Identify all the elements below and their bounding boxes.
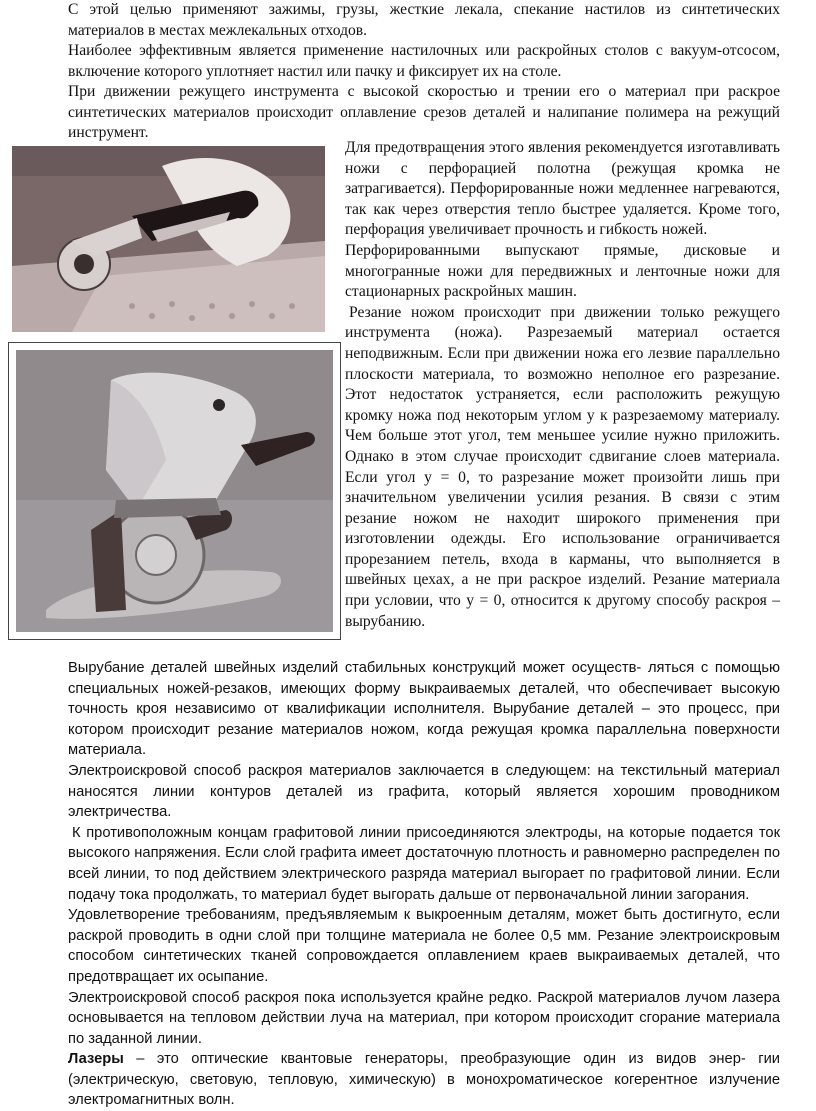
photo-electric-cutter — [16, 350, 333, 632]
paragraph-melting: При движении режущего инструмента с высокой скоростью и трении его о материал при раскрое синтетических материалов происходит оплавление срезов деталей и налипание полимера на режущий инструмент. — [68, 83, 780, 141]
bottom-text-block — [68, 658, 780, 1111]
term-lasers: Лазеры — [68, 1051, 124, 1068]
top-text-block — [68, 0, 780, 144]
paragraph-perforated-knives: Для предотвращения этого явления рекомендуется изготавливать ножи с перфорацией полотна (режущая кромка не затрагивается). Перфорированные ножи медленнее нагреваются, так как через отверстия тепло быстрее удаляется. Кроме того, перфорация увеличивает прочность и гибкость ножей. — [345, 139, 780, 239]
paragraph-knife-types: Перфорированными выпускают прямые, дисковые и многогранные ножи для передвижных и ленточные ножи для стационарных раскройных машин. — [345, 241, 780, 301]
lasers-definition: – это оптические квантовые генераторы, преобразующие один из видов энер- гии (электрическую, световую, тепловую, химическую) в монохроматическое когерентное излучение электромагнитных волн. — [68, 1051, 780, 1109]
paragraph-vacuum-tables: Наиболее эффективным является применение настилочных или раскройных столов с вакуум-отсосом, включение которого уплотняет настил или пачку и фиксирует их на столе. — [68, 42, 780, 80]
paragraph-requirements: Удовлетворение требованиям, предъявляемым к выкроенным деталям, может быть достигнуто, если раскрой проводить в одни слой при толщине материала не более 0,5 мм. Резание электроискровым способом синтетических тканей сопровождается оплавлением краев выкраиваемых деталей, что предотвращает их осыпание. — [68, 907, 780, 985]
paragraph-electrodes: К противоположным концам графитовой линии присоединяются электроды, на которые подается ток высокого напряжения. Если слой графита имеет достаточную плотность и равномерно распределен по всей линии, то под действием электрического разряда материал выгорает по графитовой линии. Если подачу тока продолжать, то материал будет выгорать дальше от первоначальной линии загорания. — [68, 824, 780, 903]
paragraph-spark-method: Электроискровой способ раскроя материалов заключается в следующем: на текстильный материал наносятся линии контуров деталей из графита, который является хорошим проводником электричества. — [68, 762, 780, 821]
right-column-text — [345, 138, 780, 632]
electric-cutter-illustration — [16, 350, 333, 632]
paragraph-laser-intro: Электроискровой способ раскроя пока используется крайне редко. Раскрой материалов лучом лазера основывается на тепловом действии луча на материал, при котором происходит сгорание материала по заданной линии. — [68, 989, 780, 1047]
photo-rotary-cutter-hand — [12, 146, 325, 332]
photo-electric-cutter-frame — [8, 342, 341, 640]
rotary-cutter-illustration — [12, 146, 325, 332]
paragraph-clamps: С этой целью применяют зажимы, грузы, жесткие лекала, спекание настилов из синтетических материалов в местах межлекальных отходов. — [68, 1, 780, 39]
paragraph-die-cutting: Вырубание деталей швейных изделий стабильных конструкций может осуществ- ляться с помощью специальных ножей-резаков, имеющих форму выкраиваемых деталей, что обеспечивает высокую точность кроя независимо от квалификации исполнителя. Вырубание деталей – это процесс, при котором происходит резание материалов ножом, когда режущая кромка параллельна поверхности материала. — [68, 660, 780, 759]
paragraph-lasers — [68, 1049, 780, 1111]
paragraph-knife-cutting: Резание ножом происходит при движении только режущего инструмента (ножа). Разрезаемый материал остается неподвижным. Если при движении ножа его лезвие параллельно плоскости материала, то возможно неполное его разрезание. Этот недостаток устраняется, если расположить режущую кромку ножа под некоторым углом у к разрезаемому материалу. Чем больше этот угол, тем меньшее усилие нужно приложить. Однако в этом случае происходит сдвигание слоев материала. Если угол у = 0, то разрезание может произойти лишь при значительном увеличении усилия резания. В связи с этим резание ножом не находит широкого применения при изготовлении одежды. Его использование ограничивается прорезанием петель, входа в карманы, что выполняется в швейных цехах, а не при раскрое изделий. Резание материала при условии, что у = 0, относится к другому способу раскроя – вырубанию. — [345, 303, 780, 630]
